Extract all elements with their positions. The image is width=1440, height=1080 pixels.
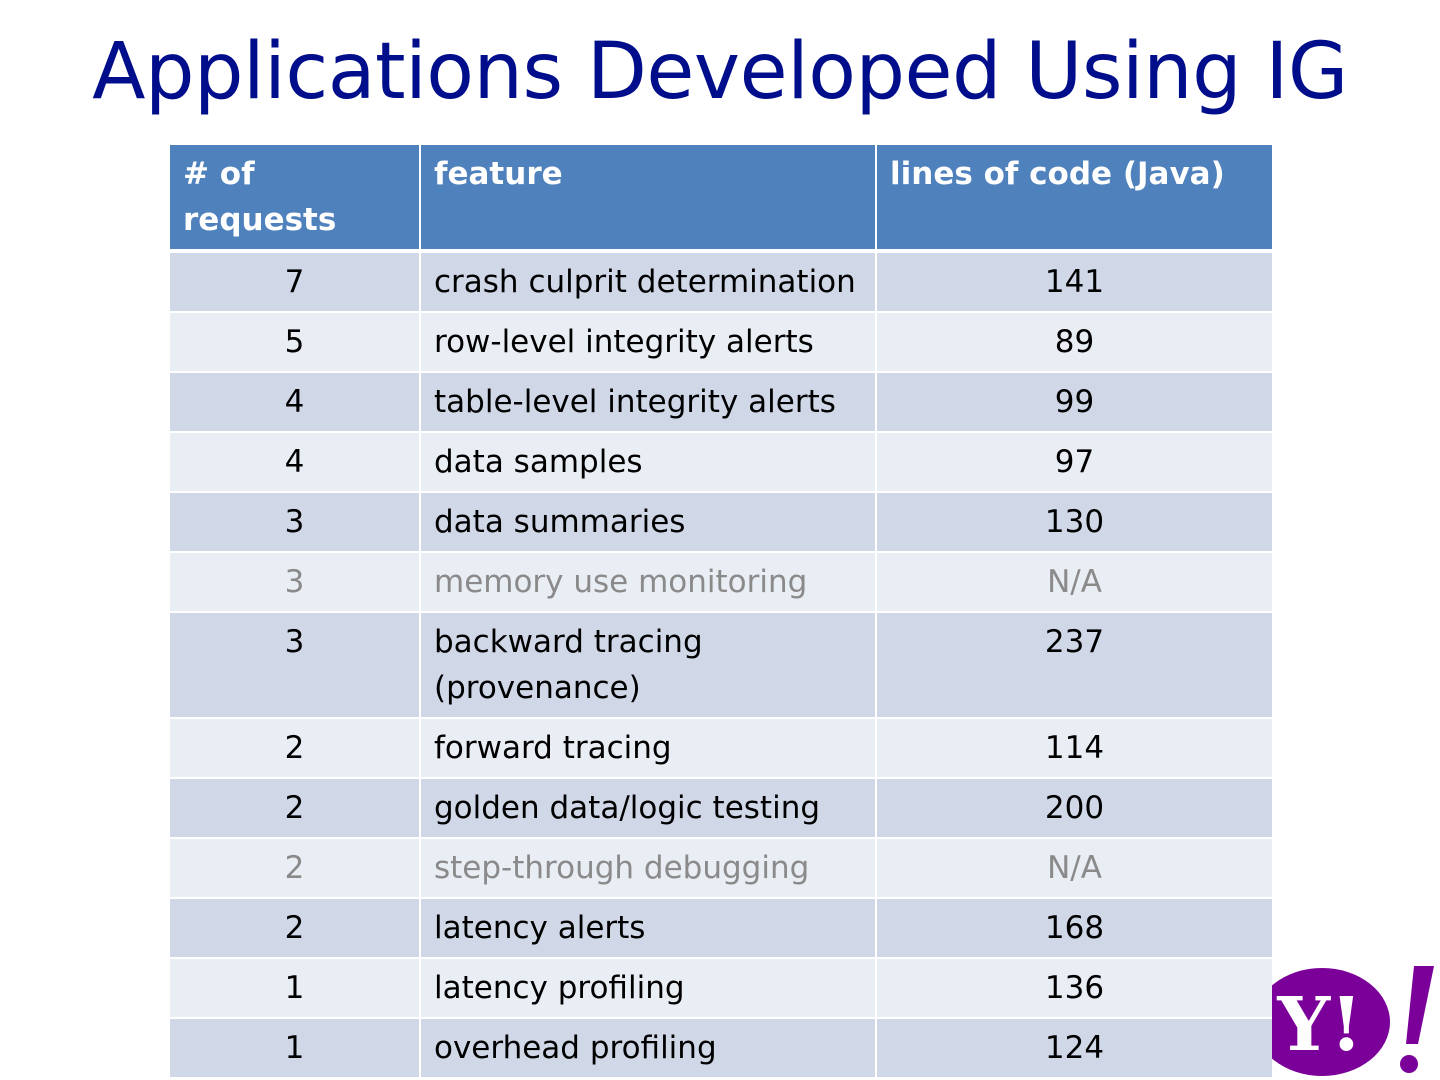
cell-requests: 2 [169, 838, 420, 898]
cell-requests: 3 [169, 552, 420, 612]
cell-lines-of-code: 124 [876, 1018, 1273, 1078]
table-row [169, 1018, 1273, 1078]
cell-requests: 1 [169, 1018, 420, 1078]
table-row [169, 778, 1273, 838]
cell-lines-of-code: 114 [876, 718, 1273, 778]
cell-feature: forward tracing [420, 718, 876, 778]
cell-feature: crash culprit determination [420, 251, 876, 312]
cell-requests: 4 [169, 432, 420, 492]
cell-requests: 1 [169, 958, 420, 1018]
cell-requests: 2 [169, 778, 420, 838]
cell-lines-of-code: 237 [876, 612, 1273, 718]
header-lines-of-code: lines of code (Java) [876, 144, 1273, 251]
table-row [169, 251, 1273, 312]
cell-feature: data summaries [420, 492, 876, 552]
table-row [169, 958, 1273, 1018]
table-body [169, 251, 1273, 1078]
applications-table [168, 143, 1274, 1079]
table-row [169, 312, 1273, 372]
table-header-row [169, 144, 1273, 251]
cell-feature: latency alerts [420, 898, 876, 958]
cell-lines-of-code: 97 [876, 432, 1273, 492]
cell-lines-of-code: N/A [876, 838, 1273, 898]
cell-lines-of-code: 136 [876, 958, 1273, 1018]
table-row [169, 838, 1273, 898]
yahoo-logo-text: Y! [1277, 982, 1363, 1068]
cell-feature: step-through debugging [420, 838, 876, 898]
cell-feature: memory use monitoring [420, 552, 876, 612]
table-row [169, 898, 1273, 958]
cell-lines-of-code: 200 [876, 778, 1273, 838]
table-row [169, 492, 1273, 552]
cell-feature: golden data/logic testing [420, 778, 876, 838]
slide-title: Applications Developed Using IG [92, 27, 1348, 117]
cell-requests: 3 [169, 612, 420, 718]
cell-lines-of-code: N/A [876, 552, 1273, 612]
cell-requests: 3 [169, 492, 420, 552]
cell-feature: overhead profiling [420, 1018, 876, 1078]
cell-lines-of-code: 141 [876, 251, 1273, 312]
header-requests: # of requests [169, 144, 420, 251]
table-row [169, 372, 1273, 432]
cell-lines-of-code: 99 [876, 372, 1273, 432]
cell-lines-of-code: 168 [876, 898, 1273, 958]
cell-requests: 7 [169, 251, 420, 312]
cell-requests: 2 [169, 718, 420, 778]
cell-feature: backward tracing (provenance) [420, 612, 876, 718]
yahoo-logo-icon [1272, 958, 1440, 1080]
cell-feature: latency profiling [420, 958, 876, 1018]
cell-requests: 5 [169, 312, 420, 372]
cell-feature: data samples [420, 432, 876, 492]
cell-requests: 2 [169, 898, 420, 958]
cell-lines-of-code: 130 [876, 492, 1273, 552]
table-row [169, 718, 1273, 778]
cell-feature: table-level integrity alerts [420, 372, 876, 432]
table-row [169, 552, 1273, 612]
cell-lines-of-code: 89 [876, 312, 1273, 372]
cell-requests: 4 [169, 372, 420, 432]
header-feature: feature [420, 144, 876, 251]
table-row [169, 612, 1273, 718]
table-row [169, 432, 1273, 492]
cell-feature: row-level integrity alerts [420, 312, 876, 372]
